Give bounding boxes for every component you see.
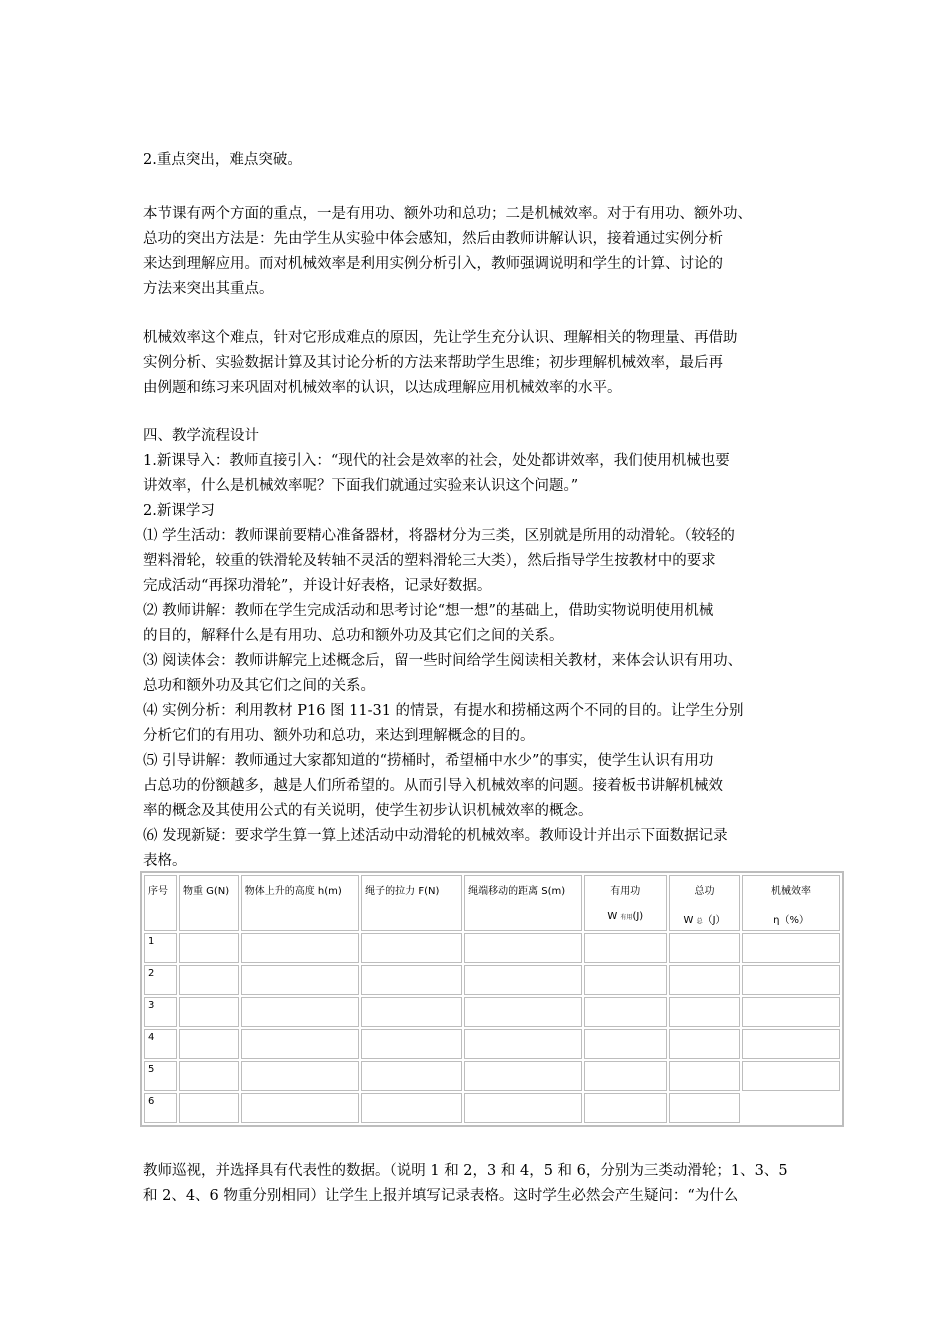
header-pull: 绳子的拉力 F(N) bbox=[361, 875, 462, 931]
table-cell bbox=[241, 997, 359, 1027]
table-cell bbox=[464, 1029, 581, 1059]
paragraph-line: ⑴ 学生活动：教师课前要精心准备器材，将器材分为三类，区别就是所用的动滑轮。（较轻的 bbox=[143, 528, 735, 544]
table-row bbox=[144, 1029, 840, 1059]
table-cell bbox=[361, 933, 462, 963]
header-efficiency-unit: η（%） bbox=[773, 915, 809, 926]
table-cell bbox=[361, 1029, 462, 1059]
paragraph-line: ⑶ 阅读体会：教师讲解完上述概念后，留一些时间给学生阅读相关教材，来体会认识有用功、 bbox=[143, 653, 743, 669]
table-cell bbox=[179, 997, 239, 1027]
table-cell bbox=[179, 933, 239, 963]
table-row bbox=[144, 965, 840, 995]
paragraph-line: ⑷ 实例分析：利用教材 P16 图 11-31 的情景，有提水和捞桶这两个不同的目的。让学生分别 bbox=[143, 703, 744, 719]
paragraph-line: 来达到理解应用。而对机械效率是利用实例分析引入，教师强调说明和学生的计算、讨论的 bbox=[143, 256, 723, 272]
paragraph-line: 机械效率这个难点，针对它形成难点的原因，先让学生充分认识、理解相关的物理量、再借助 bbox=[143, 330, 738, 346]
paragraph-line: 总功的突出方法是：先由学生从实验中体会感知，然后由教师讲解认识，接着通过实例分析 bbox=[143, 231, 723, 247]
header-total-symbol: W 总（J） bbox=[683, 915, 726, 926]
table-cell bbox=[179, 1029, 239, 1059]
table-cell bbox=[241, 1029, 359, 1059]
paragraph-line: 教师巡视，并选择具有代表性的数据。（说明 1 和 2，3 和 4，5 和 6，分别为三类动滑轮；1、3、5 bbox=[143, 1163, 788, 1179]
paragraph-line: 总功和额外功及其它们之间的关系。 bbox=[143, 678, 375, 694]
table-cell bbox=[179, 965, 239, 995]
paragraph-line: 塑料滑轮，较重的铁滑轮及转轴不灵活的塑料滑轮三大类），然后指导学生按教材中的要求 bbox=[143, 553, 716, 569]
paragraph-line: ⑹ 发现新疑：要求学生算一算上述活动中动滑轮的机械效率。教师设计并出示下面数据记录 bbox=[143, 828, 728, 844]
table-row bbox=[144, 997, 840, 1027]
paragraph-line: 讲效率，什么是机械效率呢？下面我们就通过实验来认识这个问题。” bbox=[143, 478, 579, 494]
table-header-row bbox=[144, 875, 840, 931]
header-distance: 绳端移动的距离 S(m) bbox=[464, 875, 581, 931]
table-cell bbox=[361, 965, 462, 995]
table-cell bbox=[241, 1093, 359, 1123]
header-efficiency bbox=[742, 875, 840, 931]
paragraph-line: ⑵ 教师讲解：教师在学生完成活动和思考讨论“想一想”的基础上，借助实物说明使用机械 bbox=[143, 603, 714, 619]
table-cell bbox=[464, 933, 581, 963]
paragraph-line: 由例题和练习来巩固对机械效率的认识，以达成理解应用机械效率的水平。 bbox=[143, 380, 622, 396]
row-index: 1 bbox=[144, 933, 177, 963]
table-cell bbox=[669, 1029, 740, 1059]
table-cell bbox=[464, 997, 581, 1027]
header-efficiency-label: 机械效率 bbox=[771, 886, 812, 897]
table-cell bbox=[584, 1061, 667, 1091]
header-total-work bbox=[669, 875, 740, 931]
table-cell bbox=[361, 1093, 462, 1123]
header-useful-work bbox=[584, 875, 667, 931]
paragraph-line: 方法来突出其重点。 bbox=[143, 281, 274, 297]
section-heading: 四、教学流程设计 bbox=[143, 428, 259, 444]
table-row bbox=[144, 933, 840, 963]
paragraph-line: 的目的，解释什么是有用功、总功和额外功及其它们之间的关系。 bbox=[143, 628, 564, 644]
table-cell bbox=[179, 1061, 239, 1091]
table-cell bbox=[669, 1061, 740, 1091]
table-cell bbox=[179, 1093, 239, 1123]
paragraph-line: 2.新课学习 bbox=[143, 503, 215, 519]
header-weight: 物重 G(N) bbox=[179, 875, 239, 931]
header-height: 物体上升的高度 h(m) bbox=[241, 875, 359, 931]
table-cell bbox=[584, 997, 667, 1027]
table-cell bbox=[669, 965, 740, 995]
table-cell bbox=[361, 997, 462, 1027]
table-cell bbox=[584, 1093, 667, 1123]
paragraph-line: 实例分析、实验数据计算及其讨论分析的方法来帮助学生思维；初步理解机械效率，最后再 bbox=[143, 355, 723, 371]
table-cell bbox=[464, 1093, 581, 1123]
paragraph-line: 和 2、4、6 物重分别相同）让学生上报并填写记录表格。这时学生必然会产生疑问：“为什么 bbox=[143, 1188, 739, 1204]
table-cell bbox=[742, 1093, 840, 1123]
table-cell bbox=[464, 1061, 581, 1091]
table-cell bbox=[464, 965, 581, 995]
table-cell bbox=[742, 965, 840, 995]
header-useful-symbol: W 有用(J) bbox=[607, 911, 644, 922]
table-cell bbox=[742, 997, 840, 1027]
header-index: 序号 bbox=[144, 875, 177, 931]
table-cell bbox=[241, 965, 359, 995]
row-index: 5 bbox=[144, 1061, 177, 1091]
table-cell bbox=[241, 1061, 359, 1091]
paragraph-line: 表格。 bbox=[143, 853, 187, 869]
paragraph-line: 1.新课导入：教师直接引入：“现代的社会是效率的社会，处处都讲效率，我们使用机械也要 bbox=[143, 453, 730, 469]
paragraph-line: 分析它们的有用功、额外功和总功，来达到理解概念的目的。 bbox=[143, 728, 535, 744]
table-cell bbox=[361, 1061, 462, 1091]
table-cell bbox=[584, 965, 667, 995]
table-row bbox=[144, 1093, 840, 1123]
paragraph-line: 本节课有两个方面的重点，一是有用功、额外功和总功；二是机械效率。对于有用功、额外功、 bbox=[143, 206, 752, 222]
header-total-label: 总功 bbox=[694, 886, 715, 897]
table-cell bbox=[742, 1029, 840, 1059]
table-cell bbox=[742, 933, 840, 963]
table-cell bbox=[669, 1093, 740, 1123]
table-cell bbox=[584, 1029, 667, 1059]
paragraph-line: ⑸ 引导讲解：教师通过大家都知道的“捞桶时，希望桶中水少”的事实，使学生认识有用功 bbox=[143, 753, 714, 769]
data-record-table bbox=[140, 871, 844, 1127]
paragraph-line: 占总功的份额越多，越是人们所希望的。从而引导入机械效率的问题。接着板书讲解机械效 bbox=[143, 778, 723, 794]
row-index: 3 bbox=[144, 997, 177, 1027]
table-cell bbox=[742, 1061, 840, 1091]
paragraph-line: 完成活动“再探功滑轮”，并设计好表格，记录好数据。 bbox=[143, 578, 492, 594]
table-cell bbox=[241, 933, 359, 963]
paragraph-line: 率的概念及其使用公式的有关说明，使学生初步认识机械效率的概念。 bbox=[143, 803, 593, 819]
table-row bbox=[144, 1061, 840, 1091]
table-cell bbox=[584, 933, 667, 963]
header-useful-label: 有用功 bbox=[610, 886, 641, 897]
table-cell bbox=[669, 933, 740, 963]
row-index: 2 bbox=[144, 965, 177, 995]
row-index: 4 bbox=[144, 1029, 177, 1059]
table-cell bbox=[669, 997, 740, 1027]
section-heading: 2.重点突出，难点突破。 bbox=[143, 152, 302, 168]
row-index: 6 bbox=[144, 1093, 177, 1123]
